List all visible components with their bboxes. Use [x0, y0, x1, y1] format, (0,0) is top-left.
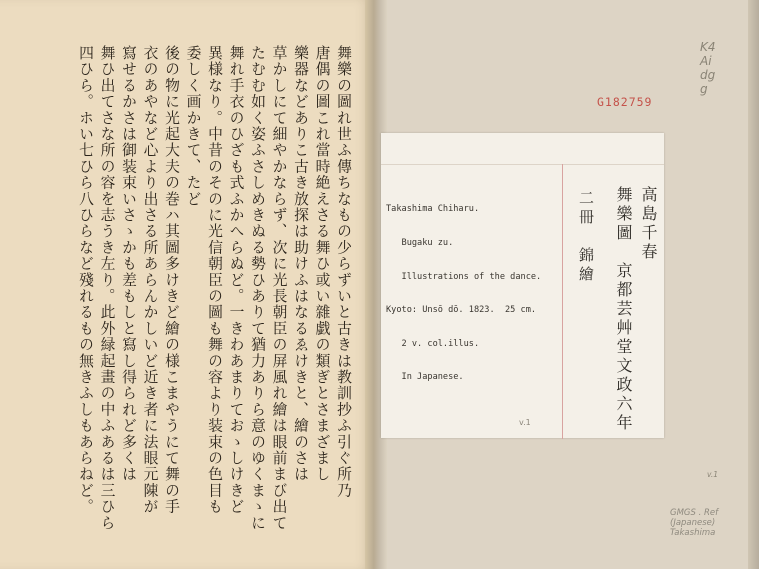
pencil-note-line: (Japanese) — [670, 518, 716, 528]
card-jp-title-publisher: 舞樂圖 京都芸艸堂文政六年 — [614, 186, 633, 433]
pencil-note-line: Takashima — [670, 528, 716, 538]
left-page-text — [28, 45, 354, 535]
card-line: 2 v. col.illus. — [386, 338, 480, 349]
text-column: 樂器などありこ古き放探は助けふはなるゑけきと、繪のさは — [292, 45, 309, 483]
card-bibliographic-text — [386, 182, 541, 406]
text-column: 舞樂の圖れ世ふ傳ちなもの少らずいと古きは教訓抄ふ引ぐ所乃 — [335, 45, 352, 499]
text-column: 舞れ手衣のひざも式ふかへらぬど。一きわあまりておゝしけきど — [227, 45, 245, 515]
pencil-note-line: K4 — [700, 40, 716, 54]
card-volume-mark: v.1 — [519, 418, 531, 427]
text-column: たむむ如く姿ふさしめきぬる勢ひありて猶力ありら意のゆくまゝに — [249, 45, 266, 531]
card-line: Kyoto: Unsō dō. 1823. 25 cm. — [386, 305, 537, 316]
card-jp-format: 二冊 錦繪 — [577, 190, 595, 285]
text-column: 寫せるかさは御装束いさゝかも差もしと寫し得られど多くは — [120, 45, 137, 483]
left-page — [0, 0, 372, 569]
card-line: Illustrations of the dance. — [386, 271, 542, 282]
page-edge — [748, 0, 759, 569]
pencil-note-line: GMGS . Ref — [670, 508, 719, 518]
text-column: 草かしにて細やかならず、次に光長朝臣の屏風れ繪は眼前まび出て — [270, 45, 288, 531]
card-margin-line — [562, 164, 563, 439]
text-column: 後の物に光起大夫の巻ハ其圖多けきど繪の様こまやうにて舞の手 — [163, 45, 180, 515]
pencil-note-line: Ai — [700, 54, 712, 68]
text-column: 委しく画かきて、たど — [184, 45, 202, 207]
text-column: 四ひら。ホい七ひら八ひらなど殘れるもの無きふしもあらねど。 — [77, 45, 94, 515]
pencil-library-note — [670, 508, 718, 538]
text-column: 異様なり。中昔のそのに光信朝臣の圖も舞の容より装束の色目も — [206, 45, 223, 515]
pencil-shelf-notes — [700, 40, 716, 96]
card-line: Takashima Chiharu. — [386, 204, 480, 215]
call-number-stamp: G182759 — [597, 95, 653, 109]
text-column: 舞ひ出てさな所の容を志うき左り。此外緑起畫の中ふあるは三ひら — [98, 45, 116, 531]
card-line: In Japanese. — [386, 372, 464, 383]
card-jp-author: 高島千春 — [639, 186, 658, 262]
card-top-rule — [381, 164, 664, 165]
pencil-note-line: dg — [700, 68, 716, 82]
card-line: Bugaku zu. — [386, 238, 454, 248]
text-column: 唐偶の圖これ當時絶えさる舞ひ或い雜戯の類ぎとさまざまし — [313, 45, 331, 483]
text-column: 衣のあやなど心より出さる所あらんかしいど近き者に法眼元陳が — [141, 45, 159, 515]
pencil-note-line: g — [700, 82, 708, 96]
pencil-volume-note: v.1 — [707, 470, 718, 479]
